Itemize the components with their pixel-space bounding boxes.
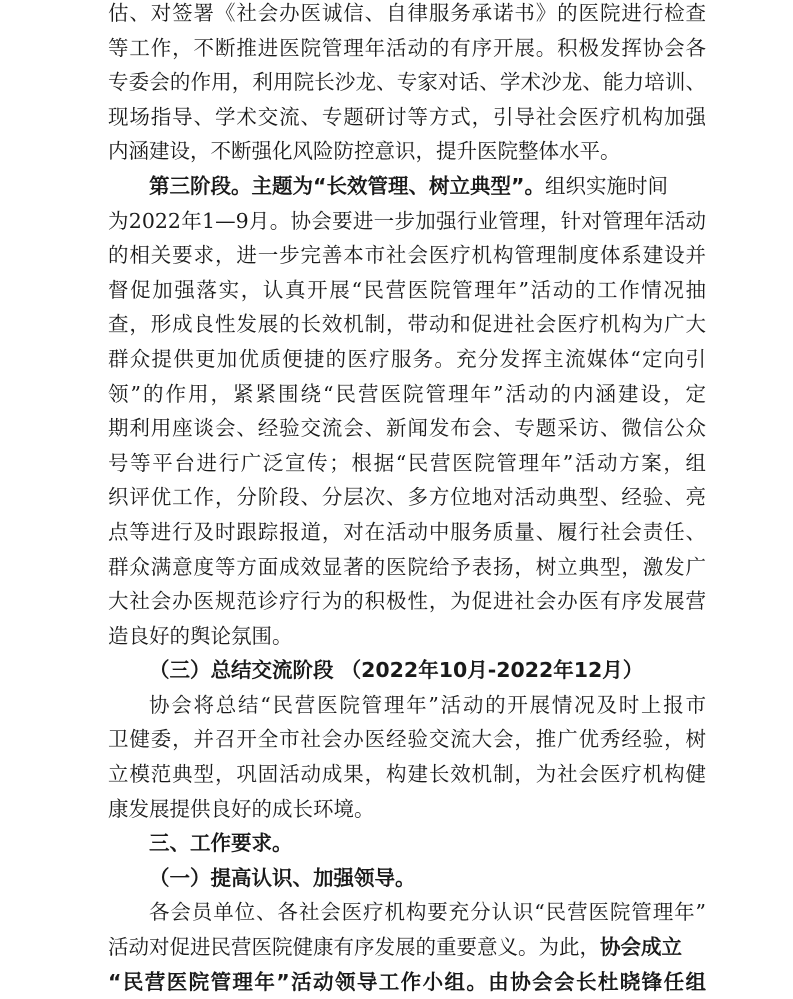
- body-line: 内涵建设，不断强化风险防控意识，提升医院整体水平。: [108, 139, 621, 164]
- body-line: 群众提供更加优质便捷的医疗服务。充分发挥主流媒体“定向引: [108, 346, 706, 371]
- body-line: 为2022年1—9月。协会要进一步加强行业管理，针对管理年活动: [108, 208, 706, 233]
- body-line: 等工作，不断推进医院管理年活动的有序开展。积极发挥协会各: [108, 35, 706, 60]
- body-line: 号等平台进行广泛宣传；根据“民营医院管理年”活动方案，组: [108, 450, 706, 475]
- section-heading-summary-stage: （三）总结交流阶段 （2022年10月-2022年12月）: [149, 658, 644, 683]
- body-line: 点等进行及时跟踪报道，对在活动中服务质量、履行社会责任、: [108, 519, 706, 544]
- body-line: 立模范典型，巩固活动成果，构建长效机制，为社会医疗机构健: [108, 762, 706, 787]
- body-line: 各会员单位、各社会医疗机构要充分认识“民营医院管理年”: [149, 900, 706, 925]
- body-line: 专委会的作用，利用院长沙龙、专家对话、学术沙龙、能力培训、: [108, 70, 706, 95]
- body-line: 群众满意度等方面成效显著的医院给予表扬，树立典型，激发广: [108, 554, 706, 579]
- body-line: 领”的作用，紧紧围绕“民营医院管理年”活动的内涵建设，定: [108, 381, 706, 406]
- body-line-bold: “民营医院管理年”活动领导工作小组。由协会会长杜晓锋任组: [108, 969, 706, 994]
- body-line: 督促加强落实，认真开展“民营医院管理年”活动的工作情况抽: [108, 277, 706, 302]
- body-line: 查，形成良性发展的长效机制，带动和促进社会医疗机构为广大: [108, 312, 706, 337]
- body-line: 的相关要求，进一步完善本市社会医疗机构管理制度体系建设并: [108, 243, 706, 268]
- section-heading-work-requirements: 三、工作要求。: [149, 831, 293, 856]
- body-line: 织评优工作，分阶段、分层次、多方位地对活动典型、经验、亮: [108, 485, 706, 510]
- body-text: 活动对促进民营医院健康有序发展的重要意义。为此，: [108, 935, 600, 960]
- body-line: 协会将总结“民营医院管理年”活动的开展情况及时上报市: [149, 692, 706, 717]
- body-line: 现场指导、学术交流、专题研讨等方式，引导社会医疗机构加强: [108, 104, 706, 129]
- body-line-mixed: [108, 930, 706, 965]
- subsection-heading-awareness: （一）提高认识、加强领导。: [149, 865, 416, 890]
- body-line: 卫健委，并召开全市社会办医经验交流大会，推广优秀经验，树: [108, 727, 706, 752]
- body-text: 组织实施时间: [544, 173, 668, 198]
- body-line: 大社会办医规范诊疗行为的积极性，为促进社会办医有序发展营: [108, 589, 706, 614]
- body-line: 康发展提供良好的成长环境。: [108, 796, 375, 821]
- body-line: 期利用座谈会、经验交流会、新闻发布会、专题采访、微信公众: [108, 416, 706, 441]
- bold-text: 协会成立: [600, 935, 682, 960]
- document-body: [108, 0, 706, 999]
- stage-three-heading: 第三阶段。主题为“长效管理、树立典型”。: [149, 173, 545, 198]
- body-line: 估、对签署《社会办医诚信、自律服务承诺书》的医院进行检查: [108, 1, 706, 25]
- stage-three-line: [108, 169, 706, 204]
- body-line: 造良好的舆论氛围。: [108, 623, 293, 648]
